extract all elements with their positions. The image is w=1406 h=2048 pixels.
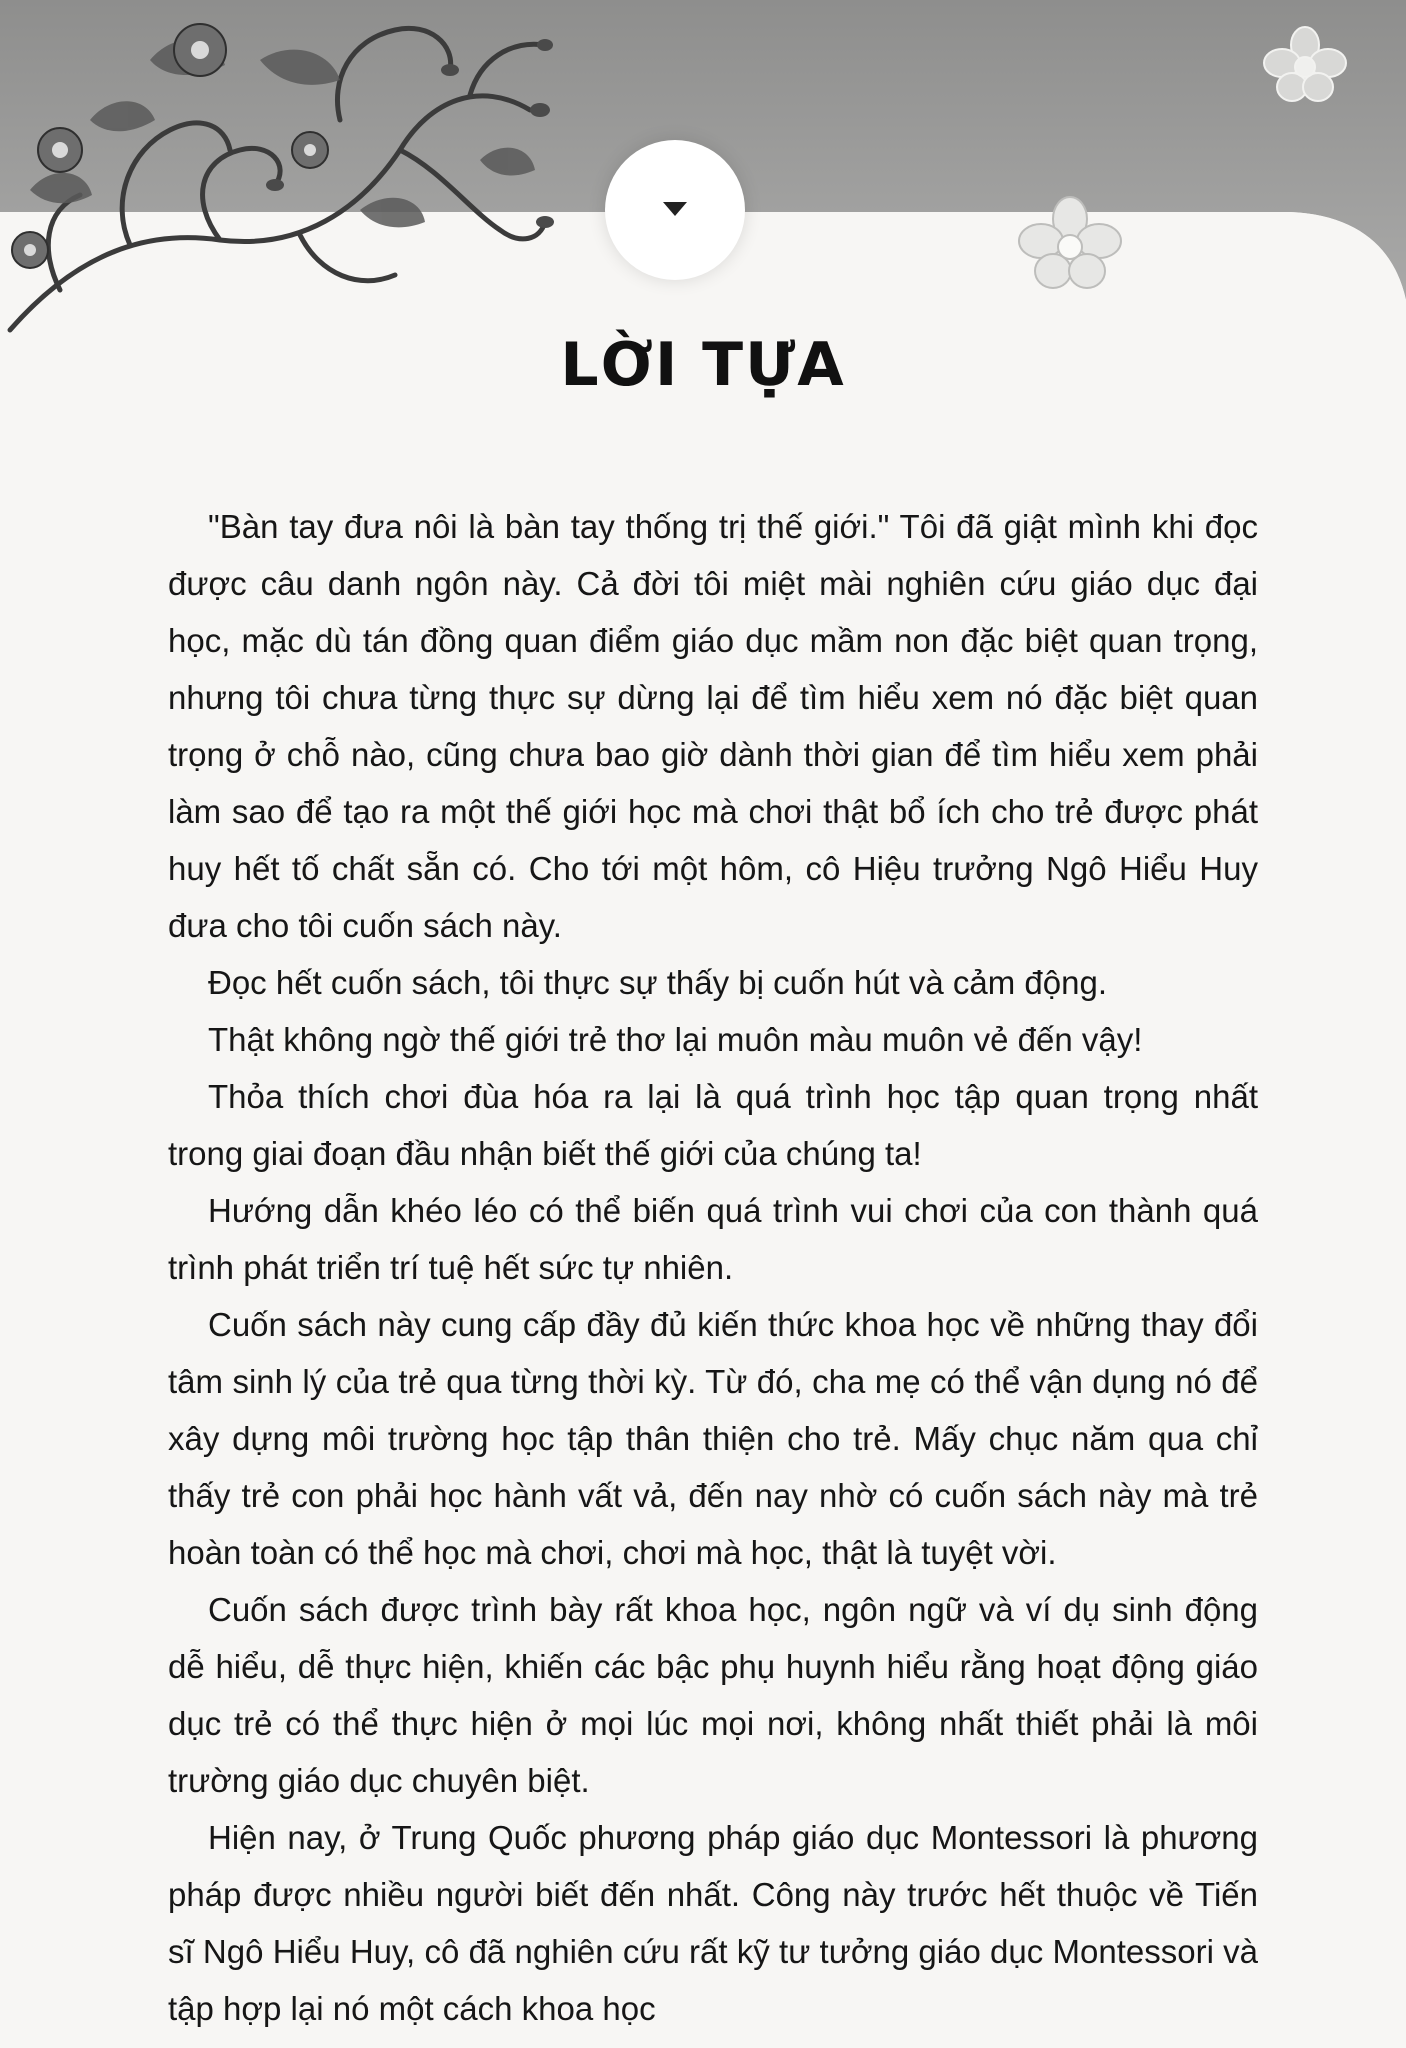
nav-circle [605, 140, 745, 280]
paragraph: Đọc hết cuốn sách, tôi thực sự thấy bị cuốn hút và cảm động. [208, 964, 1108, 1001]
paragraph: Thật không ngờ thế giới trẻ thơ lại muôn màu muôn vẻ đến vậy! [208, 1021, 1143, 1058]
paragraph: Cuốn sách được trình bày rất khoa học, ngôn ngữ và ví dụ sinh động dễ hiểu, dễ thực hiện, khiến các bậc phụ huynh hiểu rằng hoạt động giáo dục trẻ có thể thực hiện ở mọi lúc mọi nơi, không nhất thiết phải là môi trường giáo dục chuyên biệt. [168, 1591, 1258, 1799]
paragraph: Hiện nay, ở Trung Quốc phương pháp giáo dục Montessori là phương pháp được nhiều người biết đến nhất. Công này trước hết thuộc về Tiến sĩ Ngô Hiểu Huy, cô đã nghiên cứu rất kỹ tư tưởng giáo dục Montessori và tập hợp lại nó một cách khoa học [168, 1819, 1258, 2027]
paragraph: "Bàn tay đưa nôi là bàn tay thống trị thế giới." Tôi đã giật mình khi đọc được câu danh ngôn này. Cả đời tôi miệt mài nghiên cứu giáo dục đại học, mặc dù tán đồng quan điểm giáo dục mầm non đặc biệt quan trọng, nhưng tôi chưa từng thực sự dừng lại để tìm hiểu xem nó đặc biệt quan trọng ở chỗ nào, cũng chưa bao giờ dành thời gian để tìm hiểu xem phải làm sao để tạo ra một thế giới học mà chơi thật bổ ích cho trẻ được phát huy hết tố chất sẵn có. Cho tới một hôm, cô Hiệu trưởng Ngô Hiểu Huy đưa cho tôi cuốn sách này. [168, 508, 1258, 944]
body-text [168, 498, 1258, 2037]
paragraph: Hướng dẫn khéo léo có thể biến quá trình vui chơi của con thành quá trình phát triển trí tuệ hết sức tự nhiên. [168, 1192, 1258, 1286]
paragraph: Thỏa thích chơi đùa hóa ra lại là quá trình học tập quan trọng nhất trong giai đoạn đầu nhận biết thế giới của chúng ta! [168, 1078, 1258, 1172]
floral-vine-icon [0, 0, 620, 360]
chevron-down-icon [663, 202, 687, 216]
paragraph: Cuốn sách này cung cấp đầy đủ kiến thức khoa học về những thay đổi tâm sinh lý của trẻ qua từng thời kỳ. Từ đó, cha mẹ có thể vận dụng nó để xây dựng môi trường học tập thân thiện cho trẻ. Mấy chục năm qua chỉ thấy trẻ con phải học hành vất vả, đến nay nhờ có cuốn sách này mà trẻ hoàn toàn có thể học mà chơi, chơi mà học, thật là tuyệt vời. [168, 1306, 1258, 1571]
flower-icon [1015, 195, 1125, 295]
page-title: LỜI TỰA [560, 330, 846, 400]
flower-icon [1260, 25, 1350, 105]
